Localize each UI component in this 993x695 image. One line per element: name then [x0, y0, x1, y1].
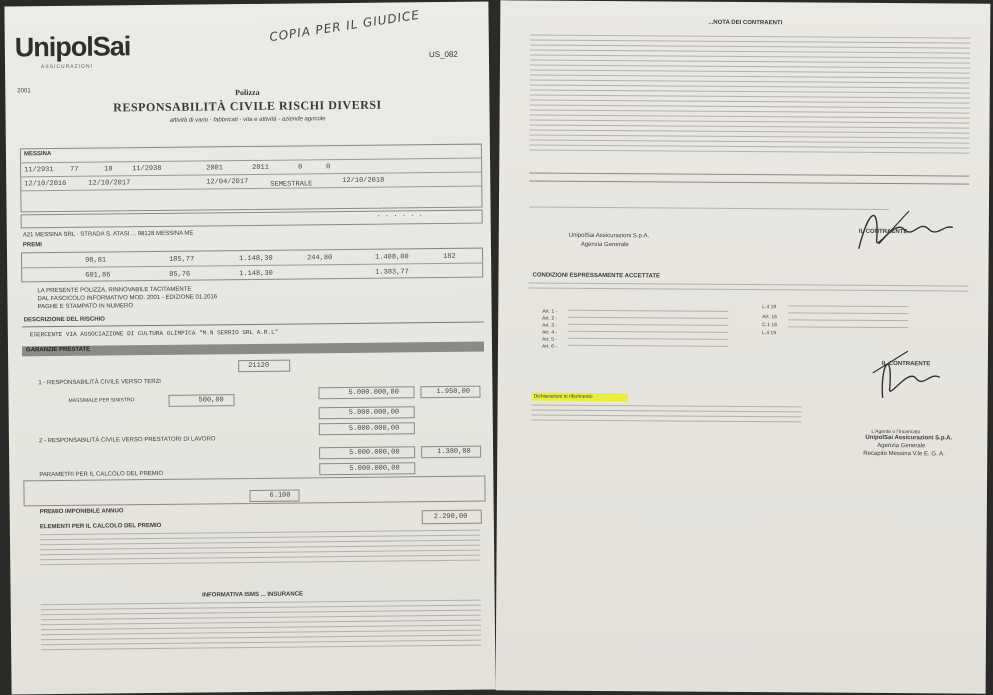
- article-item: Art. 4 -: [542, 329, 558, 336]
- info-label: INFORMATIVA ISMS ... INSURANCE: [202, 591, 304, 599]
- rco-value: 5.000.000,00: [349, 448, 400, 457]
- stamp-2: Agenzia Generale: [580, 241, 629, 249]
- stamp-1: UnipolSai Assicurazioni S.p.A.: [568, 232, 650, 240]
- agent-label: L'Agente o l'Incaricato: [871, 428, 921, 436]
- payment-note: PAGHE E STAMPATO IN NUMERO: [37, 303, 134, 311]
- risk-text: ESERCENTE VIA ASSOCIAZIONE DI CULTURA OLIMPICA "M.N SERRIO SRL A.R.L": [29, 328, 279, 339]
- rct-value: 5.000.000,00: [348, 424, 400, 433]
- date-field: 12/10/2018: [342, 176, 385, 186]
- rco-value: 1.380,00: [437, 447, 471, 457]
- agent-stamp-3: Recapito Messina V.le E. G. A.: [863, 450, 945, 458]
- article-item: Art. 2 -: [542, 315, 558, 322]
- articles-right-text: [788, 305, 908, 332]
- policy-page-left: UnipolSai ASSICURAZIONI COPIA PER IL GIUDICE US_082 2001 Polizza RESPONSABILITÀ CIVILE RISCHI DIVERSI attività di vario · fabbricati · vita e attività - aziende agricole MESSINA 11/2931 77 18 11/2938 2001 2011 0 0 12/10/2016 12/10/2017 12/04/2017 SEMESTRALE 12/10/2018 · · · · · · A21 MESSINA SRL · STRADA S. ATASI ... 98128 MESSINA ME PREMI 98,81 185,77 1.148,30 244,80 1.408,00 182 601,86 85,76 1.148,30 1.383,77 LA PRESENTE POLIZZA, RINNOVABILE TACITAMENTE DAL FASCICOLO INFORMATIVO MOD. 2001 - EDIZIONE 01.2016 PAGHE E STAMPATO IN NUMERO DESCRIZIONE DEL RISCHIO ESERCENTE VIA ASSOCIAZIONE DI CULTURA OLIMPICA "M.N SERRIO SRL A.R.L" GARANZIE PRESTATE 21120 1 - RESPONSABILITÀ CIVILE VERSO TERZI MASSIMALE PER SINISTRO 500,00 5.000.000,00 1.950,00 5.000.000,00 5.000.000,00 2 - RESPONSABILITÀ CIVILE VERSO PRESTATORI DI LAVORO 5.000.000,00 1.380,00 5.000.000,00 PARAMETRI PER IL CALCOLO DEL PREMIO 6.100 PREMIO IMPONIBILE ANNUO 2.290,00 ELEMENTI PER IL CALCOLO DEL PREMIO INFORMATIVA ISMS ... INSURANCE: [4, 1, 495, 694]
- header-field: 11/2938: [132, 164, 162, 174]
- header-field: 0: [326, 163, 331, 172]
- signature-2: [868, 343, 958, 404]
- fine-print-block-2: [41, 600, 481, 655]
- policy-subtitle: attività di vario · fabbricati · vita e attività - aziende agricole: [169, 116, 326, 124]
- article-item: L.4 19: [762, 330, 777, 337]
- article-item: L.4 19: [762, 304, 777, 311]
- right-fine-print-1: [529, 35, 970, 158]
- date-field: 12/04/2017: [206, 178, 249, 187]
- document-code: US_082: [428, 49, 458, 60]
- premium-value: 601,86: [85, 271, 111, 280]
- payment-note: LA PRESENTE POLIZZA, RINNOVABILE TACITAMENTE: [37, 286, 192, 295]
- premium-value: 1.148,30: [239, 254, 273, 264]
- article-item: C.1 18: [762, 322, 777, 329]
- articles-left-text: [568, 310, 728, 351]
- insured-address: A21 MESSINA SRL · STRADA S. ATASI ... 98128 MESSINA ME: [22, 230, 194, 239]
- premium-value: 1.408,00: [375, 253, 409, 262]
- rct-sublabel: MASSIMALE PER SINISTRO: [68, 397, 135, 404]
- article-item: Art. 16: [762, 314, 777, 321]
- total-label: PREMIO IMPONIBILE ANNUO: [39, 508, 124, 516]
- agency-code: 11/2931: [24, 166, 54, 175]
- rct-value: 1.950,00: [436, 387, 471, 397]
- policy-page-right: [496, 0, 991, 693]
- agent-stamp-2: Agenzia Generale: [877, 442, 926, 450]
- header-field: 2001: [206, 164, 223, 173]
- signature-1: [849, 199, 959, 260]
- rct-label: 1 - RESPONSABILITÀ CIVILE VERSO TERZI: [38, 378, 161, 387]
- logo-subtitle: ASSICURAZIONI: [41, 63, 93, 71]
- header-field: 18: [104, 165, 113, 174]
- highlight-text: Dichiarazioni in riferimento: [533, 393, 593, 400]
- header-field: 77: [70, 165, 79, 174]
- small-field: 21120: [248, 361, 270, 371]
- small-code: 2001: [17, 88, 31, 95]
- premium-value: 1.148,30: [239, 269, 273, 279]
- premium-value: 244,80: [307, 254, 333, 263]
- signature-label: IL CONTRAENTE: [858, 228, 908, 236]
- section-label: GARANZIE PRESTATE: [25, 346, 91, 354]
- policy-title: RESPONSABILITÀ CIVILE RISCHI DIVERSI: [113, 97, 382, 115]
- date-field: 12/10/2016: [24, 179, 67, 189]
- payment-note: DAL FASCICOLO INFORMATIVO MOD. 2001 - EDIZIONE 01.2016: [37, 294, 218, 303]
- params-label: PARAMETRI PER IL CALCOLO DEL PREMIO: [39, 470, 164, 479]
- header-grid: [20, 144, 483, 213]
- conditions-title: CONDIZIONI ESPRESSAMENTE ACCETTATE: [532, 272, 661, 280]
- date-field: SEMESTRALE: [270, 180, 313, 189]
- fine-print-block: [40, 530, 480, 570]
- params-value: 6.100: [269, 491, 291, 500]
- right-header: ...NOTA DEI CONTRAENTI: [708, 19, 783, 27]
- right-fine-print-2: [529, 207, 889, 215]
- rct-value: 5.000.000,00: [348, 388, 399, 397]
- premium-value: 1.383,77: [375, 268, 409, 277]
- signature-label-2: IL CONTRAENTE: [881, 360, 931, 368]
- guarantees-bar: [22, 342, 484, 357]
- elements-label: ELEMENTI PER IL CALCOLO DEL PREMIO: [39, 522, 162, 531]
- highlight-fine-print: [531, 405, 801, 427]
- total-value: 2.290,00: [433, 512, 468, 522]
- premium-value: 85,76: [169, 270, 191, 279]
- conditions-fine-print: [528, 283, 968, 296]
- premium-value: 98,81: [85, 256, 107, 265]
- rct-massimale: 500,00: [198, 396, 224, 405]
- premium-value: 182: [443, 252, 456, 261]
- doc-kind: Polizza: [235, 87, 260, 98]
- rco-value: 5.000.000,00: [349, 464, 400, 473]
- premio-label: PREMI: [22, 242, 42, 249]
- article-item: Art. 1 -: [542, 308, 558, 315]
- unipolsai-logo: UnipolSai: [14, 31, 131, 63]
- article-item: Art. 3 -: [542, 322, 558, 329]
- header-field: 2011: [252, 163, 269, 172]
- date-field: 12/10/2017: [88, 179, 131, 188]
- article-item: Art. 5 -: [542, 336, 558, 343]
- handwritten-note: COPIA PER IL GIUDICE: [268, 7, 421, 45]
- article-item: Art. 6 -: [541, 343, 558, 350]
- rct-value: 5.000.000,00: [348, 408, 400, 417]
- premium-value: 185,77: [169, 255, 195, 264]
- agent-stamp: UnipolSai Assicurazioni S.p.A.: [865, 434, 953, 442]
- contractor-name: MESSINA: [23, 151, 52, 158]
- rco-label: 2 - RESPONSABILITÀ CIVILE VERSO PRESTATORI DI LAVORO: [38, 436, 216, 445]
- header-field: 0: [298, 163, 303, 172]
- risk-label: DESCRIZIONE DEL RISCHIO: [23, 316, 105, 324]
